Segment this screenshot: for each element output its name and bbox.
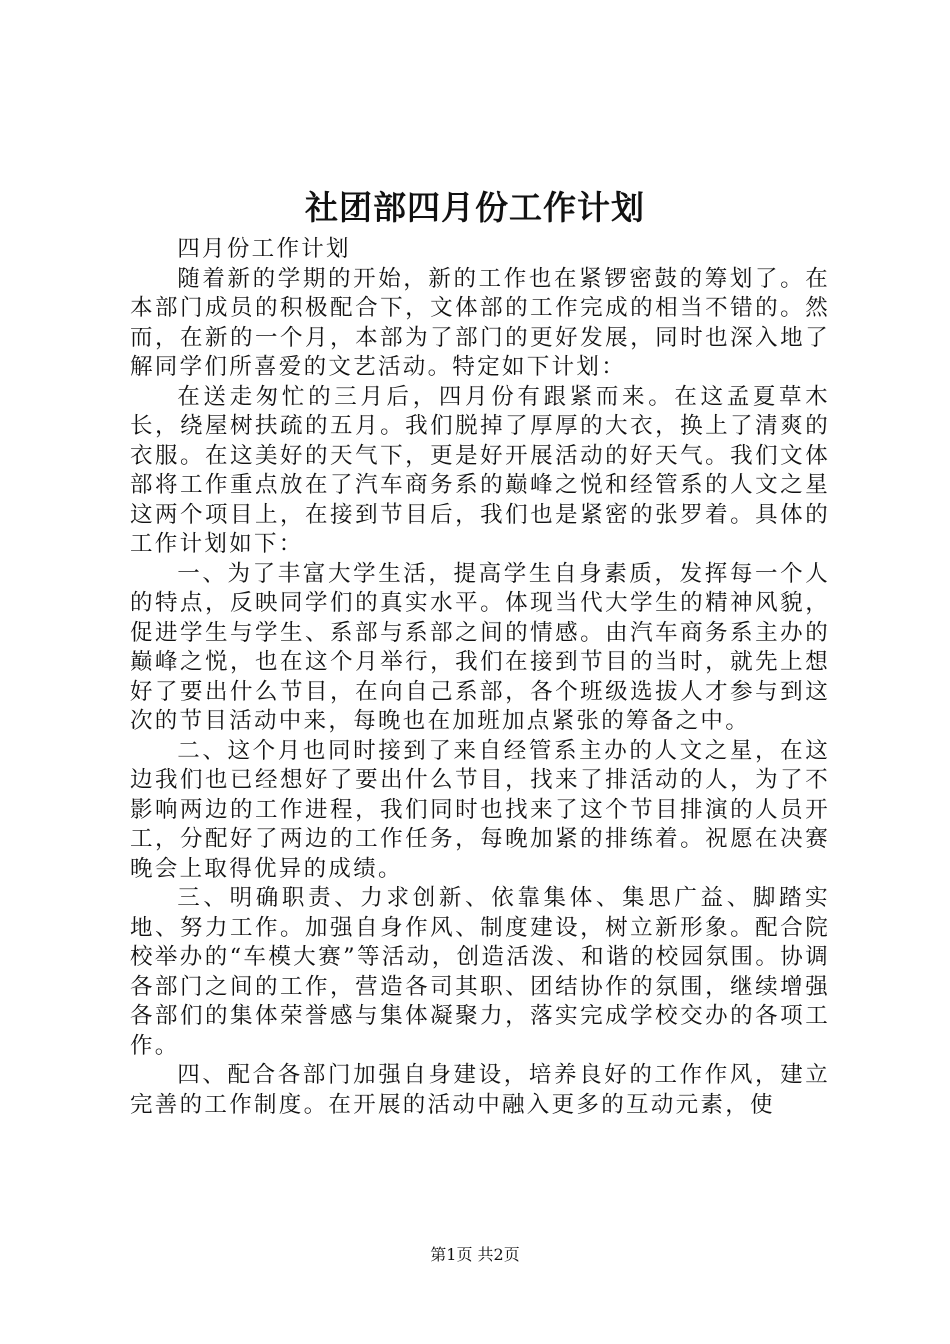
paragraph-item-1: 一、为了丰富大学生活，提高学生自身素质，发挥每一个人的特点，反映同学们的真实水平。体现当代大学生的精神风貌，促进学生与学生、系部与系部之间的情感。由汽车商务系主办的巅峰之悦，也在这个月举行，我们在接到节目的当时，就先上想好了要出什么节目，在向自己系部，各个班级选拔人才参与到这次的节目活动中来，每晚也在加班加点紧张的筹备之中。: [130, 560, 830, 734]
paragraph-intro: 随着新的学期的开始，新的工作也在紧锣密鼓的筹划了。在本部门成员的积极配合下，文体部的工作完成的相当不错的。然而，在新的一个月，本部为了部门的更好发展，同时也深入地了解同学们所喜爱的文艺活动。特定如下计划：: [130, 265, 830, 380]
paragraph-overview: 在送走匆忙的三月后，四月份有跟紧而来。在这孟夏草木长，绕屋树扶疏的五月。我们脱掉了厚厚的大衣，换上了清爽的衣服。在这美好的天气下，更是好开展活动的好天气。我们文体部将工作重点放在了汽车商务系的巅峰之悦和经管系的人文之星这两个项目上，在接到节目后，我们也是紧密的张罗着。具体的工作计划如下：: [130, 383, 830, 557]
paragraph-item-4: 四、配合各部门加强自身建设，培养良好的工作作风，建立完善的工作制度。在开展的活动中融入更多的互动元素，使: [130, 1062, 830, 1118]
paragraph-subtitle: 四月份工作计划: [177, 236, 351, 262]
paragraph-item-3: 三、明确职责、力求创新、依靠集体、集思广益、脚踏实地、努力工作。加强自身作风、制度建设，树立新形象。配合院校举办的“车模大赛”等活动，创造活泼、和谐的校园氛围。协调各部门之间的工作，营造各司其职、团结协作的氛围，继续增强各部们的集体荣誉感与集体凝聚力，落实完成学校交办的各项工作。: [130, 885, 830, 1059]
paragraph-item-2: 二、这个月也同时接到了来自经管系主办的人文之星，在这边我们也已经想好了要出什么节目，找来了排活动的人，为了不影响两边的工作进程，我们同时也找来了这个节目排演的人员开工，分配好了两边的工作任务，每晚加紧的排练着。祝愿在决赛晚会上取得优异的成绩。: [130, 737, 830, 882]
document-title: 社团部四月份工作计划: [305, 188, 645, 227]
page-number-footer: 第1页 共2页: [430, 1245, 520, 1264]
document-body: [130, 235, 830, 1120]
